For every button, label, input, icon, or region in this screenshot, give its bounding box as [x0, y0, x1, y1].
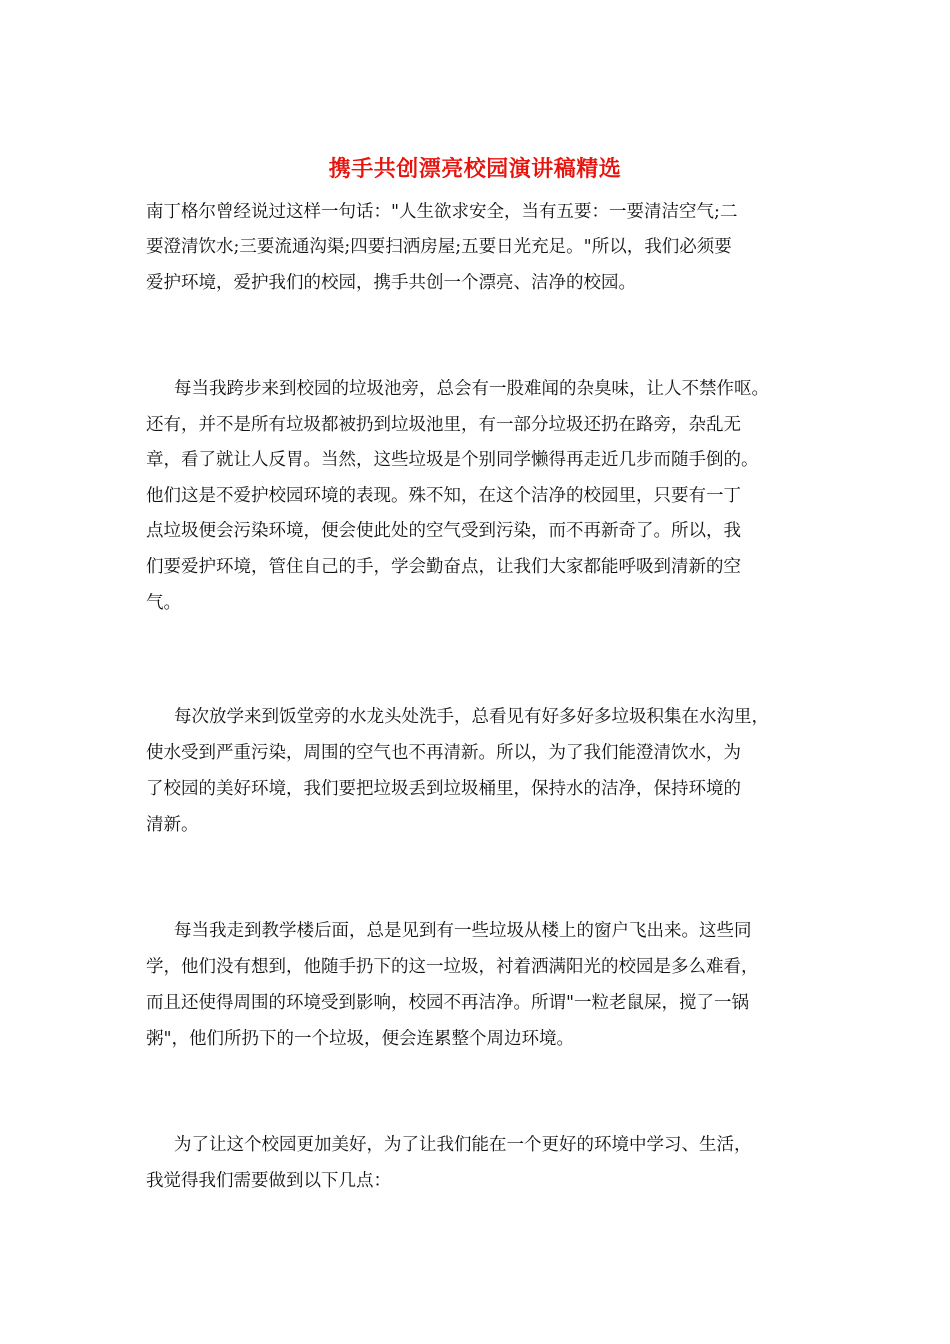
- paragraph-3-line-3: 了校园的美好环境，我们要把垃圾丢到垃圾桶里，保持水的洁净，保持环境的: [146, 779, 741, 799]
- paragraph-2-line-5: 点垃圾便会污染环境，便会使此处的空气受到污染，而不再新奇了。所以，我: [146, 521, 741, 541]
- paragraph-1-line-2: 要澄清饮水;三要流通沟渠;四要扫洒房屋;五要日光充足。"所以，我们必须要: [146, 237, 732, 257]
- paragraph-3-line-4: 清新。: [146, 815, 199, 835]
- paragraph-2-line-2: 还有，并不是所有垃圾都被扔到垃圾池里，有一部分垃圾还扔在路旁，杂乱无: [146, 415, 741, 435]
- paragraph-2-line-7: 气。: [146, 593, 181, 613]
- paragraph-2-line-4: 他们这是不爱护校园环境的表现。殊不知，在这个洁净的校园里，只要有一丁: [146, 486, 741, 506]
- paragraph-2-line-6: 们要爱护环境，管住自己的手，学会勤奋点，让我们大家都能呼吸到清新的空: [146, 557, 741, 577]
- paragraph-4-line-2: 学，他们没有想到，他随手扔下的这一垃圾，衬着洒满阳光的校园是多么难看，: [146, 957, 759, 977]
- paragraph-2-line-3: 章，看了就让人反胃。当然，这些垃圾是个别同学懒得再走近几步而随手倒的。: [146, 450, 759, 470]
- paragraph-3-line-2: 使水受到严重污染，周围的空气也不再清新。所以，为了我们能澄清饮水，为: [146, 743, 741, 763]
- paragraph-2-line-1: 每当我跨步来到校园的垃圾池旁，总会有一股难闻的杂臭味，让人不禁作呕。: [174, 379, 769, 399]
- paragraph-1-line-1: 南丁格尔曾经说过这样一句话："人生欲求安全，当有五要：一要清洁空气;二: [146, 202, 738, 222]
- paragraph-3-line-1: 每次放学来到饭堂旁的水龙头处洗手，总看见有好多好多垃圾积集在水沟里，: [174, 707, 769, 727]
- paragraph-4-line-4: 粥"，他们所扔下的一个垃圾，便会连累整个周边环境。: [146, 1029, 575, 1049]
- paragraph-5-line-1: 为了让这个校园更加美好，为了让我们能在一个更好的环境中学习、生活，: [174, 1135, 752, 1155]
- paragraph-4-line-3: 而且还使得周围的环境受到影响，校园不再洁净。所谓"一粒老鼠屎，搅了一锅: [146, 993, 750, 1013]
- paragraph-1-line-3: 爱护环境，爱护我们的校园，携手共创一个漂亮、洁净的校园。: [146, 273, 636, 293]
- paragraph-4-line-1: 每当我走到教学楼后面，总是见到有一些垃圾从楼上的窗户飞出来。这些同: [174, 921, 752, 941]
- document-title: 携手共创漂亮校园演讲稿精选: [328, 156, 622, 182]
- paragraph-5-line-2: 我觉得我们需要做到以下几点：: [146, 1171, 391, 1191]
